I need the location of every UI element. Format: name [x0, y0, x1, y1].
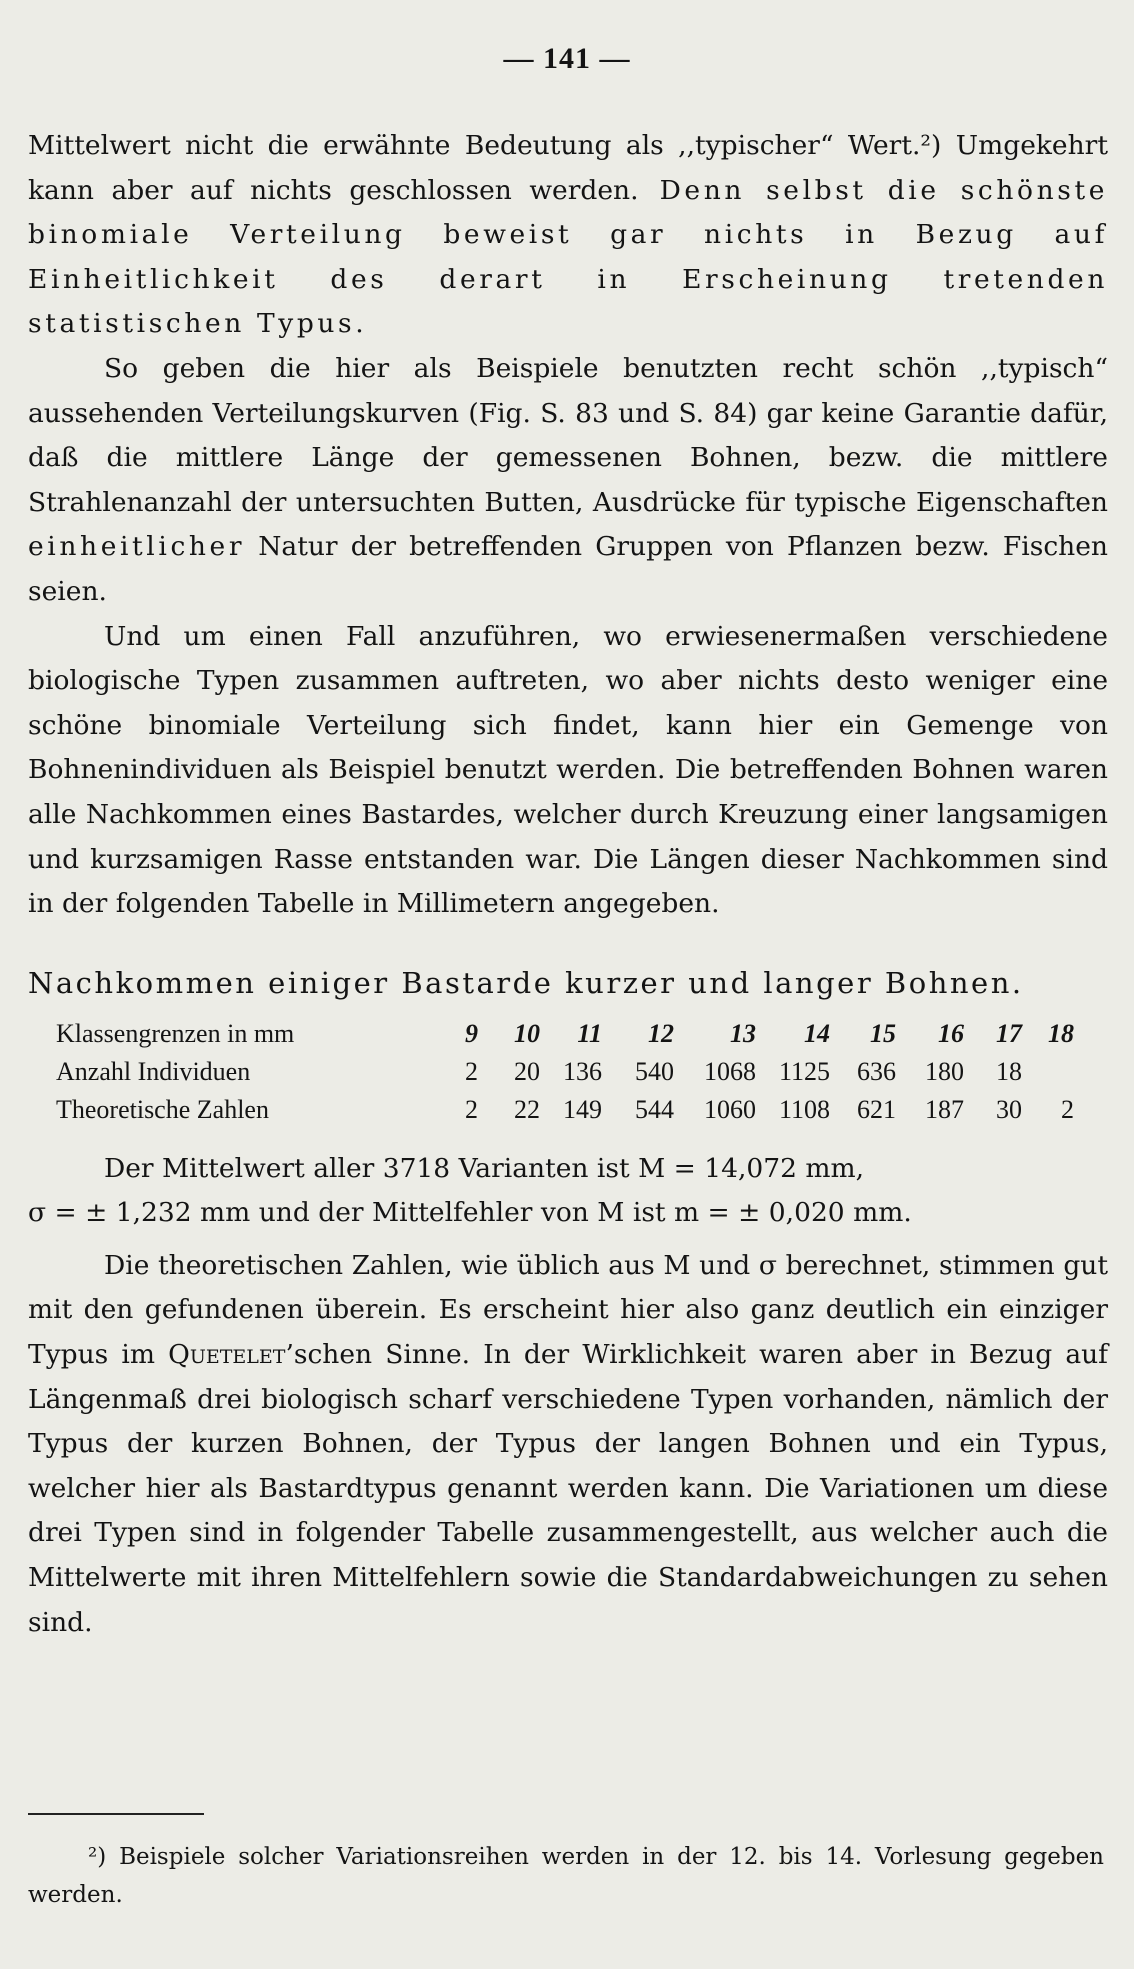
paragraph-2 — [28, 347, 1108, 615]
table-cell: 10 — [514, 1018, 540, 1048]
table-cell: 22 — [514, 1094, 540, 1124]
table-cell: 30 — [996, 1094, 1022, 1124]
footnote — [28, 1838, 1104, 1914]
table-cell: 636 — [857, 1056, 896, 1086]
row-label: Klassengrenzen in mm — [56, 1018, 295, 1048]
page-number: — 141 — — [503, 42, 631, 75]
table-cell: 540 — [635, 1056, 674, 1086]
paragraph-5 — [28, 1244, 1108, 1645]
table-cell: 1125 — [778, 1056, 830, 1086]
paragraph-2-emphasis: einheitlicher — [28, 531, 246, 563]
paragraph-3: Und um einen Fall anzuführen, wo erwiesenermaßen verschiedene biologische Typen zusammen auftreten, wo aber nichts desto weniger eine schöne binomiale Verteilung sich findet, kann hier ein Gemenge von Bohnenindividuen als Beispiel benutzt werden. Die betreffenden Bohnen waren alle Nachkommen eines Bastardes, welcher durch Kreuzung einer langsamigen und kurzsamigen Rasse entstanden war. Die Längen dieser Nachkommen sind in der folgenden Tabelle in Millimetern angegeben. — [28, 620, 1108, 920]
paragraph-1-spaced-text: Denn selbst die schönste binomiale Verteilung beweist gar nichts in Bezug auf Einheitlichkeit des derart in Erscheinung tretenden statistischen Typus. — [28, 174, 1108, 340]
footnote-rule — [28, 1813, 204, 1815]
paragraph-1 — [28, 124, 1108, 347]
paragraph-1-text: Mittelwert nicht die erwähnte Bedeutung als ,,typischer“ Wert.²) Umgekehrt kann aber auf nichts geschlossen werden. — [28, 130, 1108, 206]
paragraph-5-text-b: ’schen Sinne. In der Wirklichkeit waren aber in Bezug auf Längenmaß drei biologisch scharf verschiedene Typen vorhanden, nämlich der Typus der kurzen Bohnen, der Typus der langen Bohnen und ein Typus, welcher hier als Bastardtypus genannt werden kann. Die Variationen um diese drei Typen sind in folgender Tabelle zusammengestellt, aus welcher auch die Mittelwerte mit ihren Mittelfehlern sowie die Standardabweichungen zu sehen sind. — [28, 1339, 1108, 1638]
table-cell: 180 — [925, 1056, 964, 1086]
table-cell: 15 — [870, 1018, 896, 1048]
paragraph-4-line-1: Der Mittelwert aller 3718 Varianten ist M = 14,072 mm, — [104, 1152, 865, 1184]
table-row — [56, 1053, 1074, 1091]
table-cell: 1108 — [778, 1094, 830, 1124]
paragraph-5-text-a: Die theoretischen Zahlen, wie üblich aus M und σ berechnet, stimmen gut mit den gefundenen überein. Es erscheint hier also ganz deutlich ein einziger Typus im — [28, 1249, 1108, 1371]
paragraph-2-text-a: So geben die hier als Beispiele benutzten recht schön ,,typisch“ aussehenden Verteilungskurven (Fig. S. 83 und S. 84) gar keine Garantie dafür, daß die mittlere Länge der gemessenen Bohnen, bezw. die mittlere Strahlenanzahl der untersuchten Butten, Ausdrücke für typische Eigenschaften — [28, 352, 1108, 518]
table-cell: 136 — [563, 1056, 602, 1086]
table-cell: 9 — [465, 1018, 478, 1048]
table-row — [56, 1091, 1074, 1129]
footnote-text: Beispiele solcher Variationsreihen werden in der 12. bis 14. Vorlesung gegeben werden. — [28, 1844, 1104, 1908]
footnote-mark: ²) — [88, 1844, 107, 1870]
page-body — [28, 124, 1108, 1645]
table-cell: 17 — [996, 1018, 1022, 1048]
table-cell: 2 — [1061, 1094, 1074, 1124]
table-cell: 11 — [577, 1018, 602, 1048]
table-cell: 18 — [1048, 1018, 1074, 1048]
paragraph-2-text-b: Natur der betreffenden Gruppen von Pflanzen bezw. Fischen seien. — [28, 531, 1108, 607]
quetelet-name: Quetelet — [168, 1339, 286, 1371]
table-cell: 149 — [563, 1094, 602, 1124]
table-cell: 1068 — [704, 1056, 756, 1086]
table-title: Nachkommen einiger Bastarde kurzer und langer Bohnen. — [28, 965, 1024, 1000]
table-cell: 18 — [996, 1056, 1022, 1086]
table-cell: 187 — [925, 1094, 964, 1124]
table-cell: 20 — [514, 1056, 540, 1086]
table-cell: 621 — [857, 1094, 896, 1124]
table-cell: 16 — [938, 1018, 964, 1048]
table-cell: 2 — [465, 1056, 478, 1086]
row-label: Anzahl Individuen — [56, 1056, 251, 1086]
table-cell — [1022, 1053, 1074, 1091]
table-cell: 544 — [635, 1094, 674, 1124]
table-cell: 14 — [804, 1018, 830, 1048]
row-label: Theoretische Zahlen — [56, 1094, 269, 1124]
paragraph-4 — [28, 1147, 1108, 1236]
table-cell: 2 — [465, 1094, 478, 1124]
table-cell: 13 — [730, 1018, 756, 1048]
paragraph-4-line-2: σ = ± 1,232 mm und der Mittelfehler von M ist m = ± 0,020 mm. — [28, 1197, 912, 1229]
table-cell: 12 — [648, 1018, 674, 1048]
table-header-row — [56, 1015, 1074, 1053]
bean-length-table — [56, 1015, 1074, 1129]
table-cell: 1060 — [704, 1094, 756, 1124]
